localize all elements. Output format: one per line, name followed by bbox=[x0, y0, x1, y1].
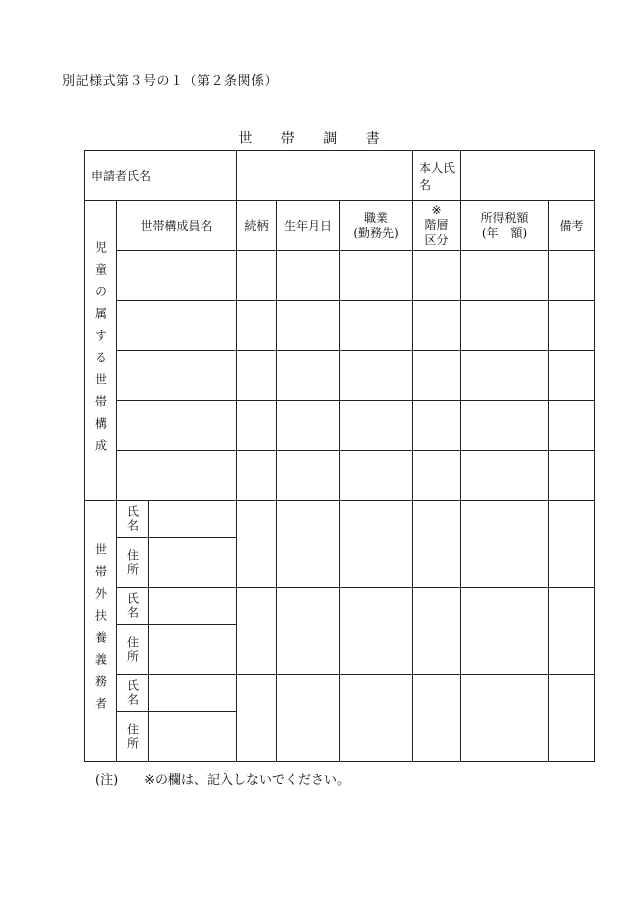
occupation-cell[interactable] bbox=[340, 675, 413, 762]
household-header-row bbox=[85, 201, 595, 251]
tax-cell[interactable] bbox=[461, 401, 549, 451]
occupation-cell[interactable] bbox=[340, 588, 413, 675]
external-name-cell[interactable] bbox=[149, 588, 237, 625]
member-name-cell[interactable] bbox=[117, 351, 237, 401]
external-name-row bbox=[85, 675, 595, 712]
household-side-label bbox=[85, 201, 117, 501]
self-name-field[interactable] bbox=[461, 151, 595, 201]
tax-cell[interactable] bbox=[461, 675, 549, 762]
applicant-name-field[interactable] bbox=[237, 151, 413, 201]
remarks-cell[interactable] bbox=[549, 451, 595, 501]
external-name-row bbox=[85, 501, 595, 538]
header-tier bbox=[413, 201, 461, 251]
external-side-text: 世帯外扶養義務者 bbox=[93, 543, 108, 719]
tier-cell[interactable] bbox=[413, 588, 461, 675]
relation-cell[interactable] bbox=[237, 451, 277, 501]
birthdate-cell[interactable] bbox=[277, 401, 340, 451]
tier-cell[interactable] bbox=[413, 401, 461, 451]
occupation-cell[interactable] bbox=[340, 351, 413, 401]
household-row bbox=[85, 401, 595, 451]
household-side-text: 児童の属する世帯構成 bbox=[93, 240, 108, 461]
tier-cell[interactable] bbox=[413, 301, 461, 351]
header-relation: 続柄 bbox=[237, 201, 277, 251]
self-name-label: 本人氏名 bbox=[413, 151, 461, 201]
external-address-cell[interactable] bbox=[149, 712, 237, 762]
header-tier-mark: ※ bbox=[431, 203, 442, 217]
tier-cell[interactable] bbox=[413, 451, 461, 501]
remarks-cell[interactable] bbox=[549, 251, 595, 301]
external-name-cell[interactable] bbox=[149, 501, 237, 538]
header-tax bbox=[461, 201, 549, 251]
relation-cell[interactable] bbox=[237, 251, 277, 301]
header-tax-line1: 所得税額 bbox=[480, 210, 529, 225]
birthdate-cell[interactable] bbox=[277, 675, 340, 762]
tier-cell[interactable] bbox=[413, 675, 461, 762]
header-member-name: 世帯構成員名 bbox=[117, 201, 237, 251]
external-name-label: 氏名 bbox=[117, 588, 149, 625]
header-occupation bbox=[340, 201, 413, 251]
tax-cell[interactable] bbox=[461, 351, 549, 401]
relation-cell[interactable] bbox=[237, 501, 277, 588]
external-address-label: 住所 bbox=[117, 625, 149, 675]
tax-cell[interactable] bbox=[461, 588, 549, 675]
tier-cell[interactable] bbox=[413, 351, 461, 401]
header-occupation-line1: 職業 bbox=[364, 210, 389, 225]
household-row bbox=[85, 301, 595, 351]
remarks-cell[interactable] bbox=[549, 501, 595, 588]
household-row bbox=[85, 451, 595, 501]
member-name-cell[interactable] bbox=[117, 451, 237, 501]
footnote bbox=[95, 769, 350, 788]
occupation-cell[interactable] bbox=[340, 451, 413, 501]
birthdate-cell[interactable] bbox=[277, 501, 340, 588]
footnote-text: ※の欄は、記入しないでください。 bbox=[144, 773, 351, 788]
relation-cell[interactable] bbox=[237, 301, 277, 351]
header-tax-line2: (年 額) bbox=[481, 225, 528, 240]
tax-cell[interactable] bbox=[461, 451, 549, 501]
external-address-label: 住所 bbox=[117, 538, 149, 588]
tax-cell[interactable] bbox=[461, 301, 549, 351]
birthdate-cell[interactable] bbox=[277, 351, 340, 401]
header-tier-line2: 区分 bbox=[424, 233, 449, 247]
tax-cell[interactable] bbox=[461, 501, 549, 588]
occupation-cell[interactable] bbox=[340, 301, 413, 351]
remarks-cell[interactable] bbox=[549, 401, 595, 451]
tier-cell[interactable] bbox=[413, 251, 461, 301]
form-number-note: 別記様式第３号の１（第２条関係） bbox=[62, 74, 279, 89]
document-title: 世 帯 調 書 bbox=[238, 131, 392, 147]
relation-cell[interactable] bbox=[237, 351, 277, 401]
member-name-cell[interactable] bbox=[117, 401, 237, 451]
remarks-cell[interactable] bbox=[549, 675, 595, 762]
external-address-cell[interactable] bbox=[149, 625, 237, 675]
header-tier-line1: 階層 bbox=[424, 218, 449, 232]
remarks-cell[interactable] bbox=[549, 301, 595, 351]
member-name-cell[interactable] bbox=[117, 301, 237, 351]
tier-cell[interactable] bbox=[413, 501, 461, 588]
member-name-cell[interactable] bbox=[117, 251, 237, 301]
external-address-label: 住所 bbox=[117, 712, 149, 762]
relation-cell[interactable] bbox=[237, 675, 277, 762]
tax-cell[interactable] bbox=[461, 251, 549, 301]
relation-cell[interactable] bbox=[237, 401, 277, 451]
household-survey-table bbox=[84, 150, 595, 762]
external-side-label bbox=[85, 501, 117, 762]
birthdate-cell[interactable] bbox=[277, 588, 340, 675]
external-name-cell[interactable] bbox=[149, 675, 237, 712]
occupation-cell[interactable] bbox=[340, 401, 413, 451]
header-occupation-line2: (勤務先) bbox=[353, 225, 399, 240]
household-row bbox=[85, 251, 595, 301]
occupation-cell[interactable] bbox=[340, 501, 413, 588]
applicant-name-label: 申請者氏名 bbox=[85, 151, 237, 201]
relation-cell[interactable] bbox=[237, 588, 277, 675]
external-address-cell[interactable] bbox=[149, 538, 237, 588]
header-birthdate: 生年月日 bbox=[277, 201, 340, 251]
external-name-label: 氏名 bbox=[117, 501, 149, 538]
household-row bbox=[85, 351, 595, 401]
birthdate-cell[interactable] bbox=[277, 301, 340, 351]
header-remarks: 備考 bbox=[549, 201, 595, 251]
external-name-row bbox=[85, 588, 595, 625]
remarks-cell[interactable] bbox=[549, 351, 595, 401]
occupation-cell[interactable] bbox=[340, 251, 413, 301]
footnote-label: (注) bbox=[95, 773, 119, 788]
birthdate-cell[interactable] bbox=[277, 451, 340, 501]
birthdate-cell[interactable] bbox=[277, 251, 340, 301]
external-name-label: 氏名 bbox=[117, 675, 149, 712]
remarks-cell[interactable] bbox=[549, 588, 595, 675]
